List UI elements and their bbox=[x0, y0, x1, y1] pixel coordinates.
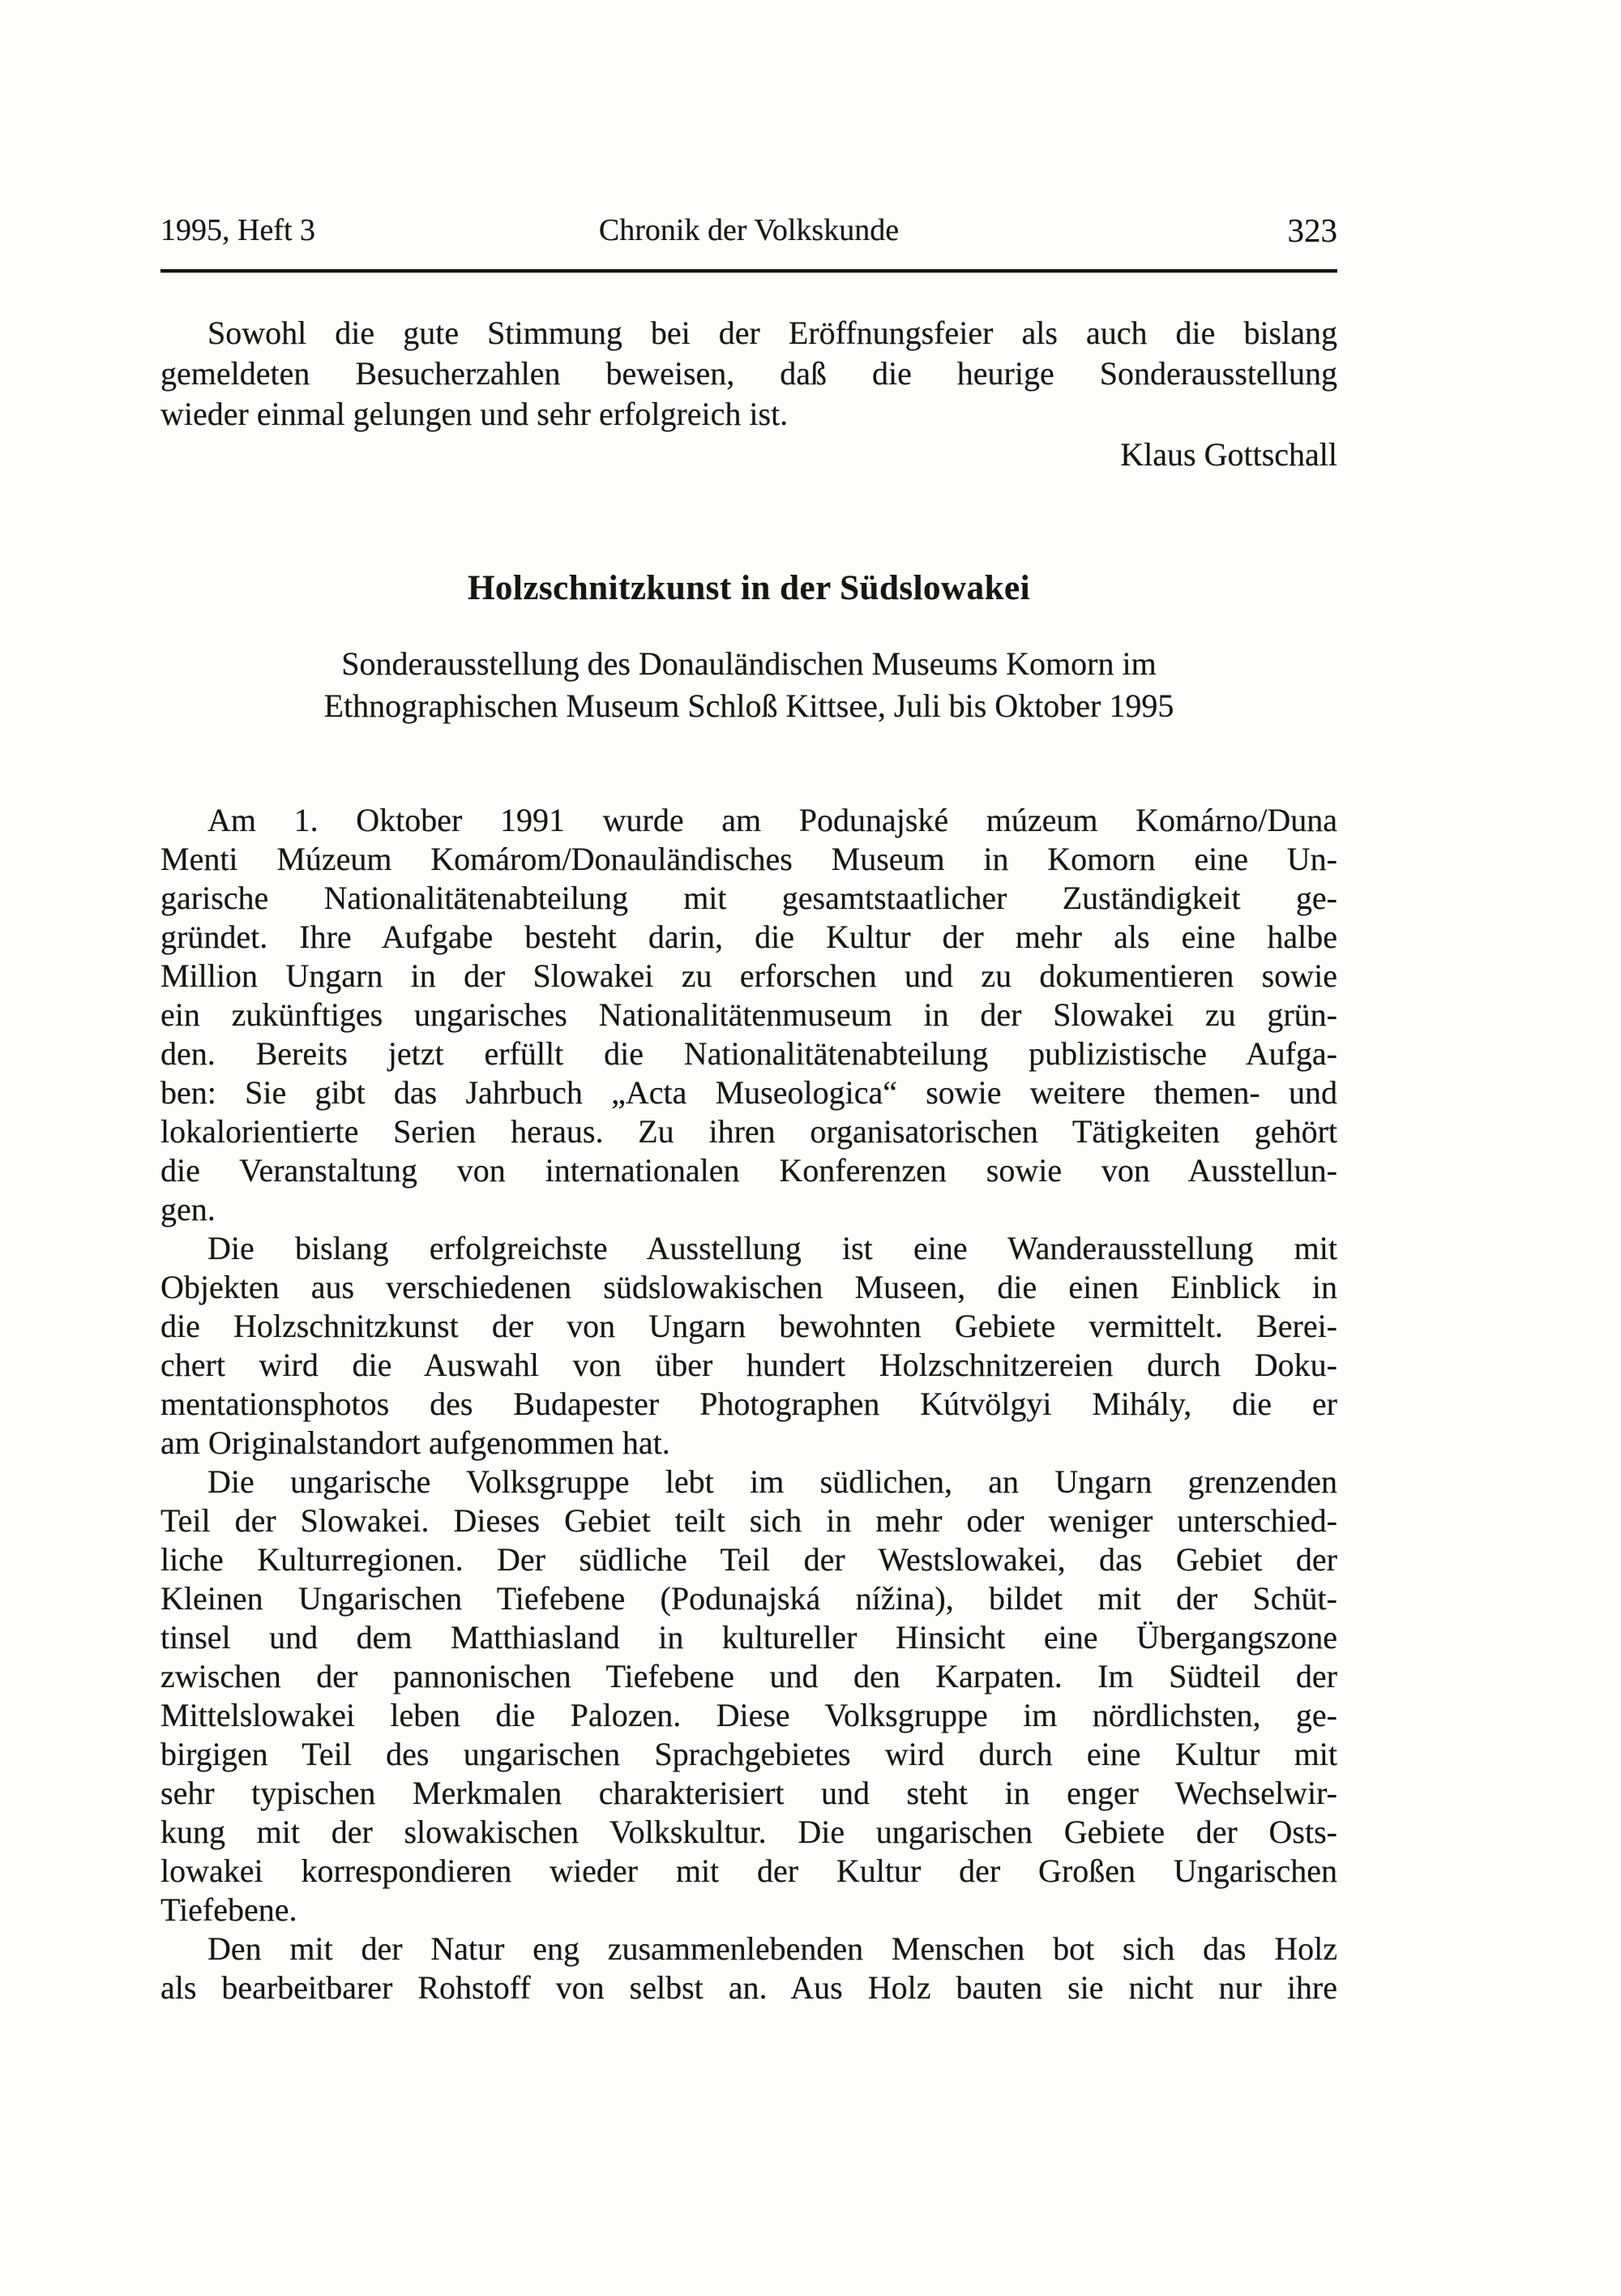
body-paragraph bbox=[160, 801, 1337, 1229]
text-line: tinsel und dem Matthiasland in kultureller Hinsicht eine Übergangszone bbox=[160, 1619, 1337, 1656]
text-line: zwischen der pannonischen Tiefebene und den Karpaten. Im Südteil der bbox=[160, 1658, 1337, 1694]
text-line: Sowohl die gute Stimmung bei der Eröffnungsfeier als auch die bislang bbox=[207, 315, 1337, 351]
text-line: chert wird die Auswahl von über hundert Holzschnitzereien durch Doku- bbox=[160, 1347, 1337, 1383]
header-journal-title: Chronik der Volkskunde bbox=[598, 213, 900, 247]
body-paragraph bbox=[160, 1930, 1337, 2007]
text-line: Tiefebene. bbox=[160, 1891, 297, 1928]
running-header bbox=[160, 209, 1337, 251]
body-paragraph bbox=[160, 1229, 1337, 1463]
text-line: sehr typischen Merkmalen charakterisiert und steht in enger Wechselwir- bbox=[160, 1775, 1337, 1811]
header-rule bbox=[160, 269, 1337, 272]
text-line: Den mit der Natur eng zusammenlebenden Menschen bot sich das Holz bbox=[207, 1930, 1337, 1967]
text-line: am Originalstandort aufgenommen hat. bbox=[160, 1424, 670, 1461]
text-line: als bearbeitbarer Rohstoff von selbst an. Aus Holz bauten sie nicht nur ihre bbox=[160, 1969, 1337, 2006]
text-line: mentationsphotos des Budapester Photographen Kútvölgyi Mihály, die er bbox=[160, 1386, 1337, 1422]
text-line: lowakei korrespondieren wieder mit der Kultur der Großen Ungarischen bbox=[160, 1853, 1337, 1889]
text-line: Objekten aus verschiedenen südslowakischen Museen, die einen Einblick in bbox=[160, 1269, 1337, 1305]
text-line: gründet. Ihre Aufgabe besteht darin, die Kultur der mehr als eine halbe bbox=[160, 919, 1337, 955]
text-line: gen. bbox=[160, 1191, 216, 1227]
text-line: die Veranstaltung von internationalen Konferenzen sowie von Ausstellun- bbox=[160, 1152, 1337, 1189]
text-line: kung mit der slowakischen Volkskultur. Die ungarischen Gebiete der Osts- bbox=[160, 1814, 1337, 1850]
text-line: die Holzschnitzkunst der von Ungarn bewohnten Gebiete vermittelt. Berei- bbox=[160, 1308, 1337, 1344]
article-title: Holzschnitzkunst in der Südslowakei bbox=[467, 569, 1031, 607]
article-subtitle bbox=[160, 643, 1337, 727]
text-line: Kleinen Ungarischen Tiefebene (Podunajská nížina), bildet mit der Schüt- bbox=[160, 1580, 1337, 1617]
text-line: ben: Sie gibt das Jahrbuch „Acta Museologica“ sowie weitere themen- und bbox=[160, 1074, 1337, 1111]
text-line: gemeldeten Besucherzahlen beweisen, daß die heurige Sonderausstellung bbox=[160, 355, 1337, 392]
text-line: Menti Múzeum Komárom/Donauländisches Museum in Komorn eine Un- bbox=[160, 841, 1337, 877]
header-issue: 1995, Heft 3 bbox=[160, 213, 316, 247]
text-line: Am 1. Oktober 1991 wurde am Podunajské múzeum Komárno/Duna bbox=[207, 802, 1337, 838]
header-page-number: 323 bbox=[1287, 212, 1337, 249]
text-line: Million Ungarn in der Slowakei zu erforschen und zu dokumentieren sowie bbox=[160, 957, 1337, 994]
text-line: Mittelslowakei leben die Palozen. Diese Volksgruppe im nördlichsten, ge- bbox=[160, 1697, 1337, 1733]
text-line: liche Kulturregionen. Der südliche Teil der Westslowakei, das Gebiet der bbox=[160, 1541, 1337, 1578]
text-line: Die ungarische Volksgruppe lebt im südlichen, an Ungarn grenzenden bbox=[207, 1463, 1337, 1500]
intro-section bbox=[160, 313, 1337, 475]
intro-paragraph bbox=[160, 313, 1337, 435]
text-line: ein zukünftiges ungarisches Nationalitätenmuseum in der Slowakei zu grün- bbox=[160, 996, 1337, 1033]
article-body bbox=[160, 801, 1337, 2007]
text-line: Die bislang erfolgreichste Ausstellung ist eine Wanderausstellung mit bbox=[207, 1230, 1337, 1266]
text-line: Teil der Slowakei. Dieses Gebiet teilt sich in mehr oder weniger unterschied- bbox=[160, 1502, 1337, 1539]
text-line: garische Nationalitätenabteilung mit gesamtstaatlicher Zuständigkeit ge- bbox=[160, 880, 1337, 916]
text-line: lokalorientierte Serien heraus. Zu ihren organisatorischen Tätigkeiten gehört bbox=[160, 1113, 1337, 1150]
text-line: birgigen Teil des ungarischen Sprachgebietes wird durch eine Kultur mit bbox=[160, 1736, 1337, 1772]
text-line: Ethnographischen Museum Schloß Kittsee, Juli bis Oktober 1995 bbox=[323, 688, 1174, 724]
text-line: den. Bereits jetzt erfüllt die Nationalitätenabteilung publizistische Aufga- bbox=[160, 1035, 1337, 1072]
author-signature: Klaus Gottschall bbox=[1120, 436, 1337, 473]
text-line: wieder einmal gelungen und sehr erfolgreich ist. bbox=[160, 396, 789, 432]
text-line: Sonderausstellung des Donauländischen Museums Komorn im bbox=[341, 645, 1157, 682]
body-paragraph bbox=[160, 1463, 1337, 1930]
